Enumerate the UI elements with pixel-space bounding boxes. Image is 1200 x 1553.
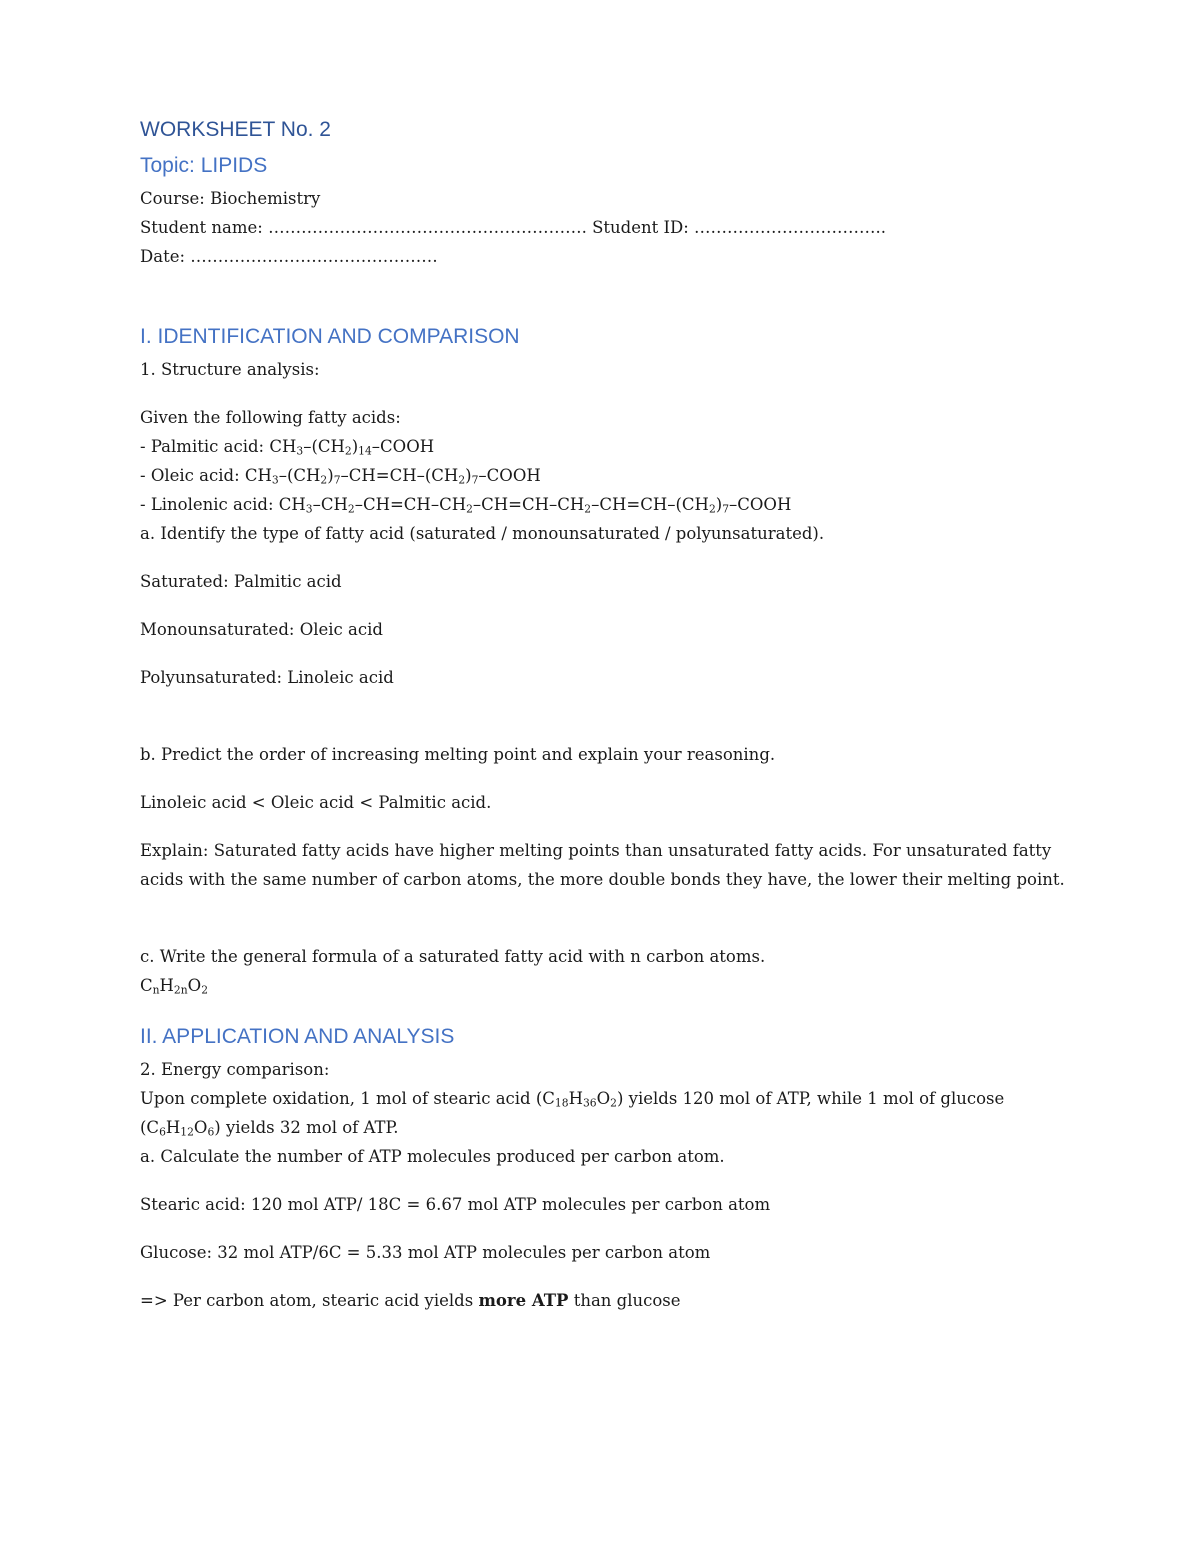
date-line — [140, 242, 1090, 271]
answer-melting-order: Linoleic acid < Oleic acid < Palmitic acid. — [140, 793, 492, 812]
answer-general-formula: $C_nH_{2n}O_2$ — [140, 976, 209, 997]
question-1b: b. Predict the order of increasing melting point and explain your reasoning. — [140, 745, 776, 764]
question-1a: a. Identify the type of fatty acid (saturated / monounsaturated / polyunsaturated). — [140, 524, 825, 543]
worksheet-page — [140, 112, 1090, 1315]
date-label: Date: — [140, 247, 186, 266]
answer-polyunsaturated: Polyunsaturated: Linoleic acid — [140, 668, 394, 687]
answer-explanation: Explain: Saturated fatty acids have higher melting points than unsaturated fatty acids. For unsaturated fatty acids with the same number of carbon atoms, the more double bonds they have, the lower their melting point. — [140, 841, 1065, 889]
worksheet-topic: Topic: LIPIDS — [140, 154, 268, 177]
answer-saturated: Saturated: Palmitic acid — [140, 572, 342, 591]
question-1-title: 1. Structure analysis: — [140, 360, 320, 379]
conclusion-emphasis: more ATP — [478, 1291, 569, 1310]
section-2-heading: II. APPLICATION AND ANALYSIS — [140, 1025, 455, 1048]
student-line — [140, 213, 1090, 242]
section-1-heading: I. IDENTIFICATION AND COMPARISON — [140, 325, 520, 348]
worksheet-title: WORKSHEET No. 2 — [140, 118, 331, 141]
answer-monounsaturated: Monounsaturated: Oleic acid — [140, 620, 383, 639]
oleic-acid-formula: - Oleic acid: $CH_3-(CH_2)_7-CH=CH-(CH_2)_7$–COOH — [140, 466, 541, 487]
course-line: Course: Biochemistry — [140, 189, 321, 208]
answer-conclusion: => Per carbon atom, stearic acid yields more ATP than glucose — [140, 1291, 681, 1310]
given-fatty-acids: Given the following fatty acids: — [140, 408, 401, 427]
question-1c: c. Write the general formula of a saturated fatty acid with n carbon atoms. — [140, 947, 766, 966]
question-2-title: 2. Energy comparison: — [140, 1060, 330, 1079]
palmitic-acid-formula: - Palmitic acid: $CH_3-(CH_2)_{14}$–COOH — [140, 437, 435, 458]
question-2a: a. Calculate the number of ATP molecules produced per carbon atom. — [140, 1147, 725, 1166]
answer-glucose: Glucose: 32 mol ATP/6C = 5.33 mol ATP molecules per carbon atom — [140, 1243, 711, 1262]
question-2-statement: Upon complete oxidation, 1 mol of stearic acid $(C_{18}H_{36}O_2)$ yields 120 mol of ATP, while 1 mol of glucose $(C_6H_{12}O_6)$ yields 32 mol of ATP. — [140, 1089, 1005, 1139]
student-name-label: Student name: — [140, 218, 263, 237]
student-id-blank: …………………………….. — [694, 218, 887, 237]
student-id-label: Student ID: — [592, 218, 689, 237]
answer-stearic: Stearic acid: 120 mol ATP/ 18C = 6.67 mol ATP molecules per carbon atom — [140, 1195, 771, 1214]
student-name-blank: …………………………………………………. — [268, 218, 587, 237]
date-blank: ……………………………………… — [190, 247, 438, 266]
linolenic-acid-formula: - Linolenic acid: $CH_3-CH_2-CH=CH-CH_2-CH=CH-CH_2-CH=CH-(CH_2)_7$–COOH — [140, 495, 792, 516]
